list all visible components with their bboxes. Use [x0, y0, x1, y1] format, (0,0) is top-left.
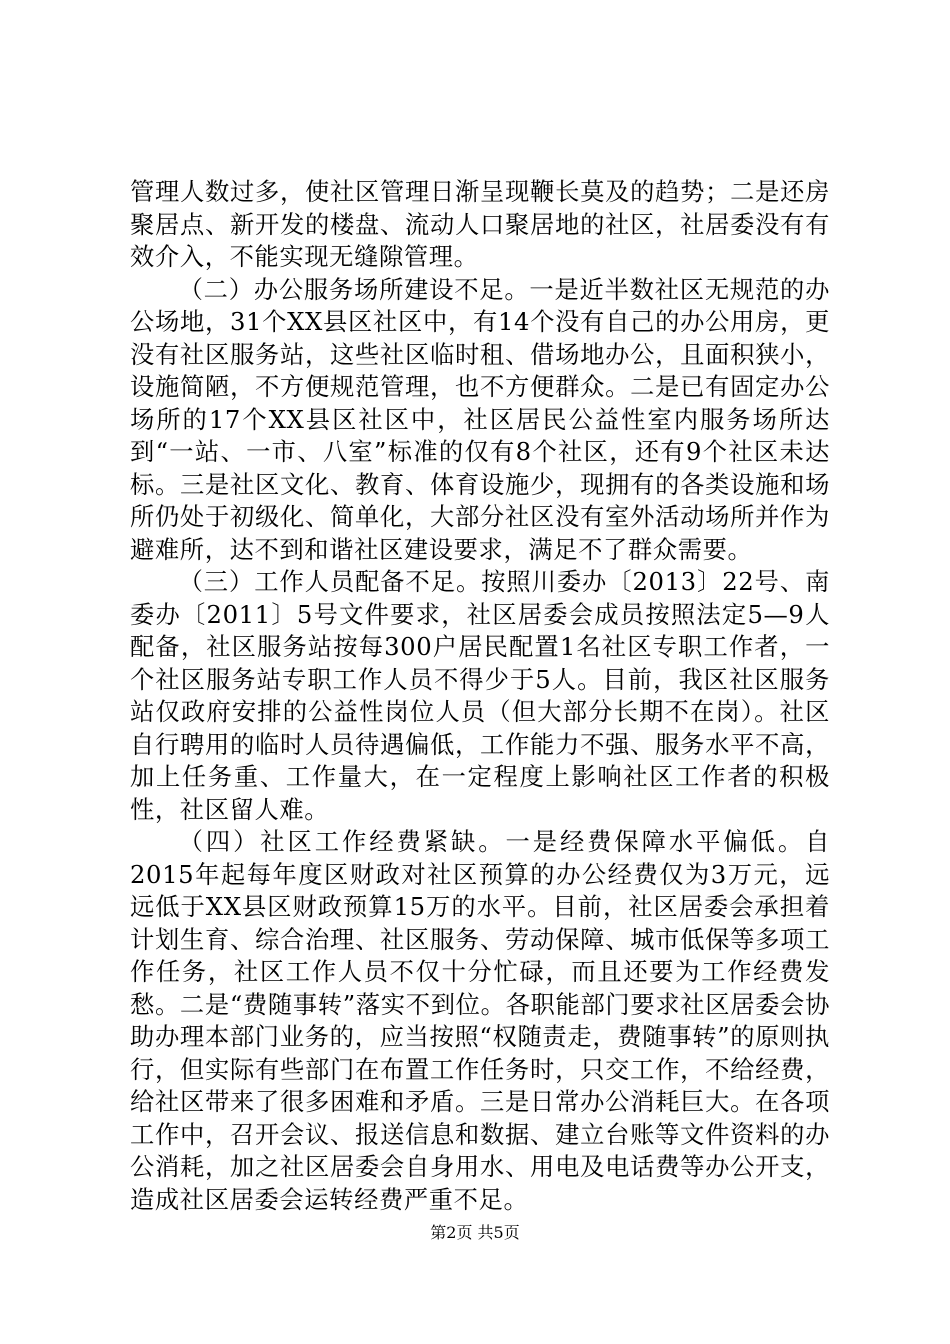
- paragraph-staffing: （三）工作人员配备不足。按照川委办〔2013〕22号、南委办〔2011〕5号文件要求，社区居委会成员按照法定5—9人配备，社区服务站按每300户居民配置1名社区专职工作者，一个社区服务站专职工作人员不得少于5人。目前，我区社区服务站仅政府安排的公益性岗位人员（但大部分长期不在岗）。社区自行聘用的临时人员待遇偏低，工作能力不强、服务水平不高，加上任务重、工作量大，在一定程度上影响社区工作者的积极性，社区留人难。: [130, 567, 830, 824]
- document-body: [130, 176, 830, 1216]
- paragraph-continuation: 管理人数过多，使社区管理日渐呈现鞭长莫及的趋势；二是还房聚居点、新开发的楼盘、流动人口聚居地的社区，社居委没有有效介入，不能实现无缝隙管理。: [130, 177, 830, 271]
- paragraph-office-space: （二）办公服务场所建设不足。一是近半数社区无规范的办公场地，31个XX县区社区中，有14个没有自己的办公用房，更没有社区服务站，这些社区临时租、借场地办公，且面积狭小，设施简陋，不方便规范管理，也不方便群众。二是已有固定办公场所的17个XX县区社区中，社区居民公益性室内服务场所达到“一站、一市、八室”标准的仅有8个社区，还有9个社区未达标。三是社区文化、教育、体育设施少，现拥有的各类设施和场所仍处于初级化、简单化，大部分社区没有室外活动场所并作为避难所，达不到和谐社区建设要求，满足不了群众需要。: [130, 274, 830, 564]
- paragraph-funding: （四）社区工作经费紧缺。一是经费保障水平偏低。自2015年起每年度区财政对社区预算的办公经费仅为3万元，远远低于XX县区财政预算15万的水平。目前，社区居委会承担着计划生育、综合治理、社区服务、劳动保障、城市低保等多项工作任务，社区工作人员不仅十分忙碌，而且还要为工作经费发愁。二是“费随事转”落实不到位。各职能部门要求社区居委会协助办理本部门业务的，应当按照“权随责走，费随事转”的原则执行，但实际有些部门在布置工作任务时，只交工作，不给经费，给社区带来了很多困难和矛盾。三是日常办公消耗巨大。在各项工作中，召开会议、报送信息和数据、建立台账等文件资料的办公消耗，加之社区居委会自身用水、用电及电话费等办公开支，造成社区居委会运转经费严重不足。: [130, 827, 830, 1214]
- page-number-footer: 第2页 共5页: [430, 1223, 520, 1242]
